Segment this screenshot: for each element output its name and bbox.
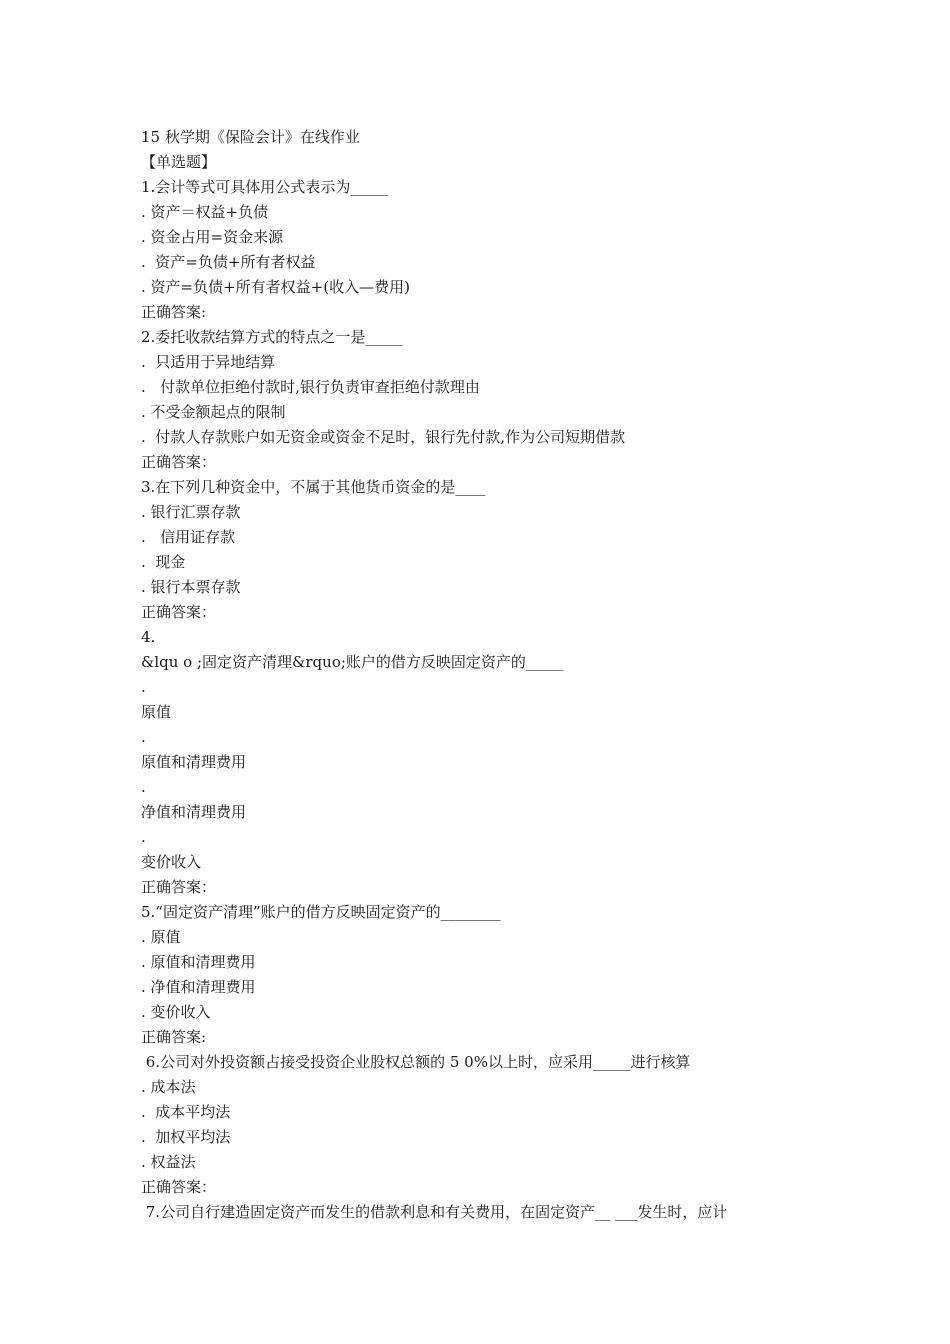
option: . 原值 <box>141 928 181 946</box>
option: . 资产=负债+所有者权益 <box>141 253 316 271</box>
option: . 资金占用=资金来源 <box>141 228 284 246</box>
answer-label: 正确答案: <box>141 1028 207 1046</box>
option: . 现金 <box>141 553 186 571</box>
option: . 不受金额起点的限制 <box>141 403 286 421</box>
question-stem: &lqu o ;固定资产清理&rquo;账户的借方反映固定资产的_____ <box>141 653 564 671</box>
option: . 信用证存款 <box>141 528 236 546</box>
section-heading: 【单选题】 <box>141 153 217 171</box>
question-stem: 2.委托收款结算方式的特点之一是_____ <box>141 328 403 346</box>
question-stem: 1.会计等式可具体用公式表示为_____ <box>141 178 388 196</box>
answer-label: 正确答案： <box>141 1178 217 1196</box>
option: . 成本法 <box>141 1078 196 1096</box>
question-stem: 7.公司自行建造固定资产而发生的借款利息和有关费用，在固定资产__ ___发生时，应计 <box>141 1203 728 1221</box>
question-stem: 3.在下列几种资金中，不属于其他货币资金的是____ <box>141 478 486 496</box>
option-marker: . <box>141 778 146 796</box>
option: . 变价收入 <box>141 1003 211 1021</box>
option: 净值和清理费用 <box>141 803 247 821</box>
answer-label: 正确答案： <box>141 878 217 896</box>
option-marker: . <box>141 828 146 846</box>
option: . 权益法 <box>141 1153 196 1171</box>
option: . 银行汇票存款 <box>141 503 241 521</box>
option: . 资产＝权益+负债 <box>141 203 269 221</box>
answer-label: 正确答案： <box>141 603 217 621</box>
option: . 付款人存款账户如无资金或资金不足时，银行先付款,作为公司短期借款 <box>141 428 626 446</box>
option: 原值 <box>141 703 172 721</box>
option: . 净值和清理费用 <box>141 978 256 996</box>
option: . 只适用于异地结算 <box>141 353 276 371</box>
option: . 原值和清理费用 <box>141 953 256 971</box>
option: . 成本平均法 <box>141 1103 231 1121</box>
option: . 银行本票存款 <box>141 578 241 596</box>
option-marker: . <box>141 678 146 696</box>
answer-label: 正确答案: <box>141 303 207 321</box>
option: 变价收入 <box>141 853 202 871</box>
question-stem: 5.“固定资产清理”账户的借方反映固定资产的________ <box>141 903 501 921</box>
option: . 加权平均法 <box>141 1128 231 1146</box>
question-number: 4. <box>141 628 156 646</box>
question-stem: 6.公司对外投资额占接受投资企业股权总额的 5 0%以上时，应采用_____进行核算 <box>141 1053 691 1071</box>
document-title: 15 秋学期《保险会计》在线作业 <box>141 128 360 146</box>
option: 原值和清理费用 <box>141 753 247 771</box>
option-marker: . <box>141 728 146 746</box>
answer-label: 正确答案： <box>141 453 217 471</box>
option: . 资产=负债+所有者权益+(收入—费用) <box>141 278 410 296</box>
option: . 付款单位拒绝付款时,银行负责审查拒绝付款理由 <box>141 378 480 396</box>
